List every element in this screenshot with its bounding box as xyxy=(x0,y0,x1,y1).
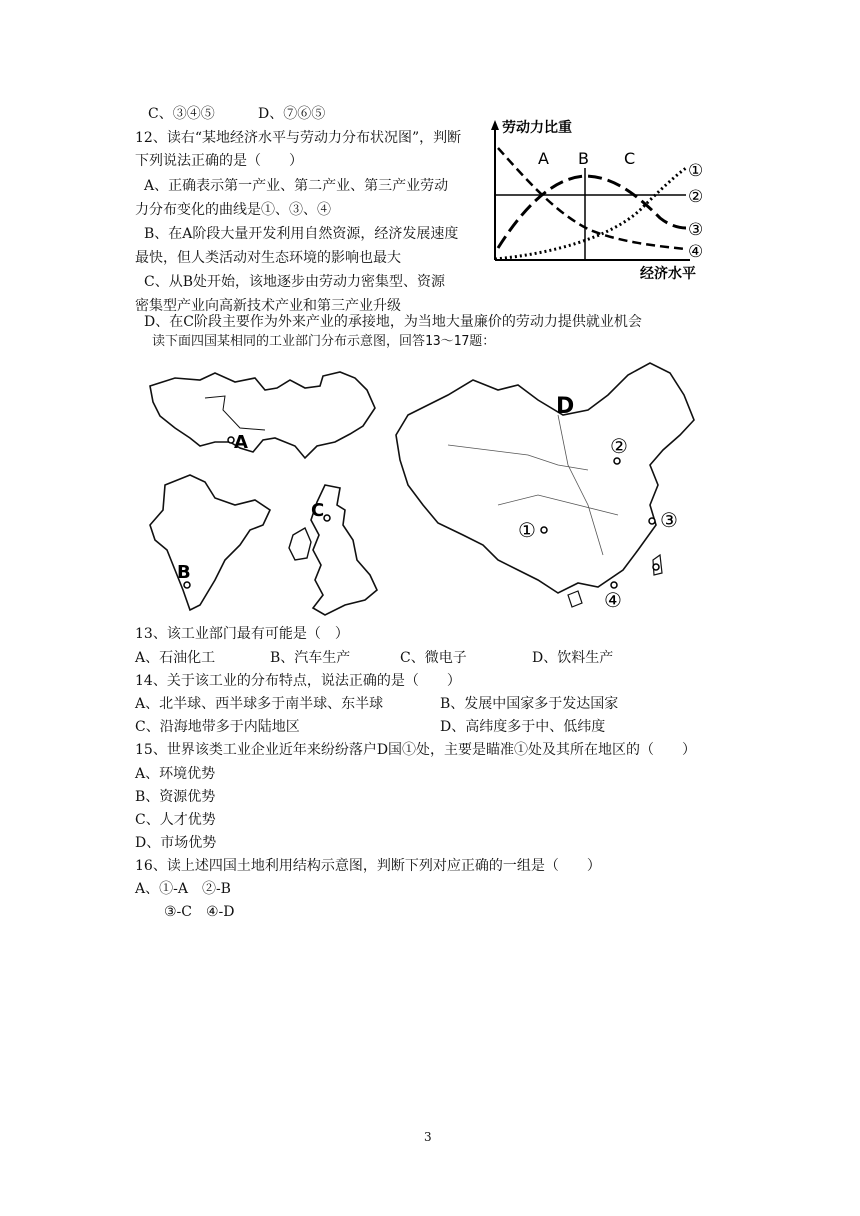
y-axis-arrow xyxy=(491,120,499,130)
q16-stem: 16、读上述四国土地利用结构示意图，判断下列对应正确的一组是（ ） xyxy=(135,858,601,874)
marker-1-label: ① xyxy=(518,518,536,542)
y-axis-label: 劳动力比重 xyxy=(502,120,572,136)
q13-option-d: D、饮料生产 xyxy=(532,650,614,666)
marker-1 xyxy=(541,527,547,533)
series-3-line xyxy=(498,176,686,248)
map-c-label: C xyxy=(311,500,325,521)
q13-option-a: A、石油化工 xyxy=(135,650,216,666)
q11-option-d: D、⑦⑥⑤ xyxy=(258,106,326,122)
q11-option-c: C、③④⑤ xyxy=(148,106,215,122)
marker-2 xyxy=(614,458,620,464)
q12-option-c-line1: C、从B处开始，该地逐步由劳动力密集型、资源 xyxy=(144,274,445,290)
map-c-marker xyxy=(324,515,330,521)
q14-option-a: A、北半球、西半球多于南半球、东半球 xyxy=(135,696,384,712)
map-d-china xyxy=(388,355,708,617)
q13-option-b: B、汽车生产 xyxy=(270,650,351,666)
stage-label-a: A xyxy=(538,149,549,168)
marker-2-label: ② xyxy=(610,434,628,458)
map-a-usa xyxy=(145,368,385,468)
map-a-label: A xyxy=(234,432,248,453)
q12-option-a-line2: 力分布变化的曲线是①、③、④ xyxy=(135,202,331,218)
q13-stem: 13、该工业部门最有可能是（ ） xyxy=(135,626,349,642)
marker-3 xyxy=(649,518,655,524)
q16-option-row1: A、①-A ②-B xyxy=(135,881,231,897)
q16-option-row2: ③-C ④-D xyxy=(164,904,235,920)
stage-label-b: B xyxy=(578,149,589,168)
curve-label-3: ③ xyxy=(688,220,704,240)
q15-option-d: D、市场优势 xyxy=(135,835,217,851)
q13-option-c: C、微电子 xyxy=(400,650,467,666)
marker-3-label: ③ xyxy=(660,508,678,532)
x-axis-label: 经济水平 xyxy=(640,266,696,280)
stage-label-c: C xyxy=(624,149,636,168)
q14-stem: 14、关于该工业的分布特点，说法正确的是（ ） xyxy=(135,673,461,689)
curve-label-4: ④ xyxy=(688,242,704,262)
page-number: 3 xyxy=(424,1130,432,1144)
q14-option-d: D、高纬度多于中、低纬度 xyxy=(440,719,606,735)
marker-4-label: ④ xyxy=(604,588,622,612)
map-b-label: B xyxy=(177,562,191,583)
maps-intro: 读下面四国某相同的工业部门分布示意图，回答13～17题： xyxy=(152,334,496,349)
map-c-uk xyxy=(285,480,385,625)
q15-option-a: A、环境优势 xyxy=(135,766,216,782)
q14-option-c: C、沿海地带多于内陆地区 xyxy=(135,719,300,735)
curve-label-1: ① xyxy=(688,161,704,181)
series-4-line xyxy=(498,148,686,249)
q12-option-a-line1: A、正确表示第一产业、第二产业、第三产业劳动 xyxy=(144,178,449,194)
q15-option-c: C、人才优势 xyxy=(135,812,216,828)
q12-option-b-line2: 最快，但人类活动对生态环境的影响也最大 xyxy=(135,250,401,266)
q12-option-c-line2: 密集型产业向高新技术产业和第三产业升级 xyxy=(135,298,401,314)
q15-option-b: B、资源优势 xyxy=(135,789,216,805)
q12-stem-line1: 12、读右“某地经济水平与劳动力分布状况图”，判断 xyxy=(135,130,462,146)
q14-option-b: B、发展中国家多于发达国家 xyxy=(440,696,619,712)
curve-label-2: ② xyxy=(688,187,704,207)
map-d-label: D xyxy=(556,394,575,419)
q12-stem-line2: 下列说法正确的是（ ） xyxy=(135,153,303,169)
q15-stem: 15、世界该类工业企业近年来纷纷落户D国①处，主要是瞄准①处及其所在地区的（ ） xyxy=(135,742,697,758)
labour-economy-chart xyxy=(490,118,715,280)
q12-option-d: D、在C阶段主要作为外来产业的承接地，为当地大量廉价的劳动力提供就业机会 xyxy=(144,314,642,330)
q12-option-b-line1: B、在A阶段大量开发利用自然资源，经济发展速度 xyxy=(144,226,459,242)
map-b-india xyxy=(145,470,275,615)
